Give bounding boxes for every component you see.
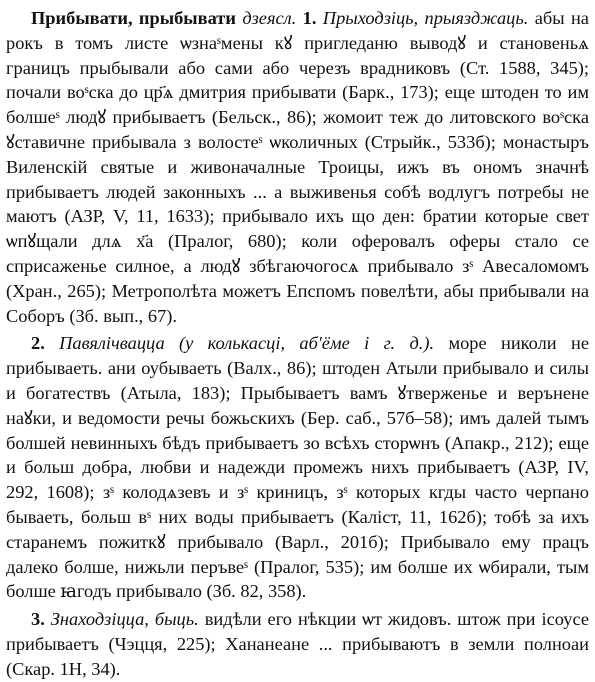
sense-gloss: Павялічвацца (у колькасці, аб'ёме і г. д.). — [59, 333, 435, 354]
part-of-speech: дзеясл. — [242, 8, 297, 28]
sense-1-paragraph — [6, 6, 589, 328]
sense-2-paragraph — [6, 331, 589, 604]
sense-number: 2. — [31, 333, 45, 354]
sense-citations: абы на рокъ в томъ листе ѡзнаˢмены кꙋ пригледаню выводꙋ и становеньѧ границъ прыбывали або сами або черезъ врадниковъ (Ст. 1588, 345); почали воˢска до цр҃ѧ дмитрия прибывати (Барк., 173); еще штоден то им болшеˢ людꙋ прибываетъ (Бельск., 86); жомоит теж до литовского воˢска ꙋставичне прибывала з волостеˢ ѡколичных (Стрыйк., 533б); монастыръ Виленскій святые и живоначалные Троицы, ижъ въ ономъ значнѣ прибываетъ людей законныхъ ... а выживенья собѣ водлугъ потребы не маютъ (АЗР, V, 11, 1633); прибывало ихъ що ден: братии которые свет ѡпꙋщали длѧ х҃а (Пралог, 680); коли оферовалъ оферы стало се сприсаженье силное, а людꙋ збѣгаючогосѧ прибывало зˢ Авесаломомъ (Хран., 265); Метрополѣта можетъ Епспомъ повелѣти, абы прибывали на Соборъ (Зб. вып., 67). — [6, 8, 589, 326]
sense-citations: видѣли его нѣкции ѡт жидовъ. штож при ісоусе прибываетъ (Чэцця, 225); Хананеане ... прибываютъ в земли полноаи (Скар. 1Н, 34). — [6, 609, 589, 679]
sense-gloss: Прыходзіць, прыязджаць. — [322, 8, 529, 28]
sense-gloss: Знаходзіцца, быць. — [50, 609, 199, 630]
sense-number: 3. — [31, 609, 45, 630]
sense-3-paragraph — [6, 607, 589, 681]
sense-citations: море николи не прибываеть. ани оубываеть (Валх., 86); штоден Атыли прибывало и силы и богатествъ (Атыла, 183); Прыбываетъ вамъ ꙋтверженье и верънене наꙋки, и ведомости речы божьскихъ (Бер. саб., 57б–58); имъ далей тымъ болшей невинныхъ бѣдъ прибываетъ зо всѣхъ сторѡнъ (Апакр., 212); еще и больш добра, любви и надежди промежъ нихъ прибываетъ (АЗР, IV, 292, 1608); зˢ колодѧзевъ и зˢ криницъ, зˢ которых кгды часто черпано бываеть, больш вˢ них воды прибываетъ (Каліст, 11, 162б); тобѣ за ихъ старанемъ пожиткꙋ прибывало (Варл., 201б); Прибывало ему працъ далеко болше, нижьли перъвеˢ (Пралог, 535); им болше их ѡбирали, тым болше ꙗгодъ прибывало (Зб. 82, 358). — [6, 333, 589, 602]
sense-number: 1. — [302, 8, 317, 28]
headword: Прибывати, прыбывати — [31, 8, 236, 28]
